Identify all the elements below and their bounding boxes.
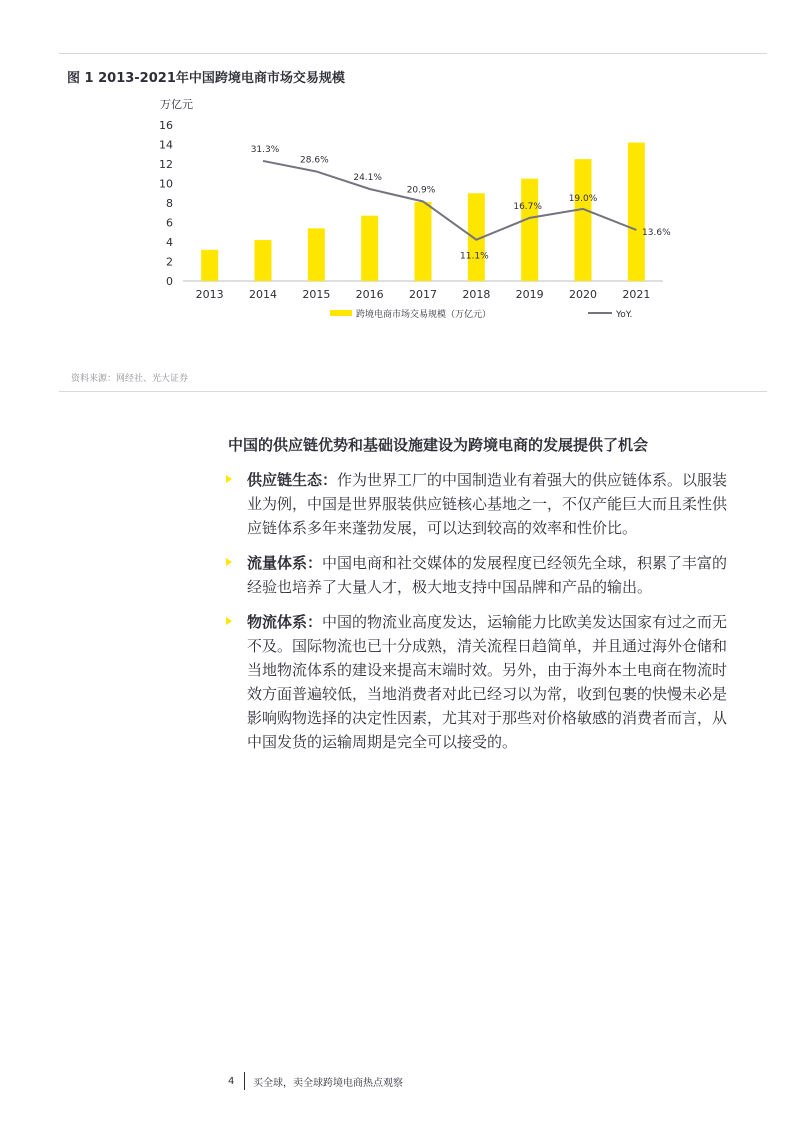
triangle-bullet-icon — [226, 558, 232, 566]
yoy-data-label: 19.0% — [568, 193, 598, 204]
x-tick-label: 2014 — [249, 288, 277, 301]
y-tick-label: 14 — [159, 138, 173, 152]
bullet-list — [226, 468, 736, 765]
yoy-data-label: 31.3% — [250, 144, 280, 155]
x-tick-label: 2018 — [462, 288, 491, 301]
bar-2014 — [255, 240, 272, 281]
bullet-paragraph — [247, 610, 736, 754]
chart-container — [0, 0, 793, 340]
bullet-heading: 供应链生态： — [247, 471, 338, 489]
page-number: 4 — [228, 1075, 235, 1087]
bullet-text: 作为世界工厂的中国制造业有着强大的供应链体系。以服装业为例，中国是世界服装供应链核心基地之一，不仅产能巨大而且柔性供应链体系多年来蓬勃发展，可以达到较高的效率和性价比。 — [247, 471, 728, 537]
y-tick-label: 16 — [159, 119, 173, 132]
figure-label: 图 1 — [67, 71, 94, 86]
bar-2015 — [308, 228, 325, 281]
y-tick-label: 4 — [166, 236, 173, 249]
yoy-data-label: 20.9% — [406, 185, 436, 196]
bullet-item-logistics — [226, 610, 736, 754]
y-axis-unit-label: 万亿元 — [160, 98, 193, 111]
section-title: 中国的供应链优势和基础设施建设为跨境电商的发展提供了机会 — [228, 436, 649, 454]
y-tick-label: 0 — [166, 275, 173, 288]
figure-title-text: 2013-2021年中国跨境电商市场交易规模 — [98, 71, 345, 86]
bar-2016 — [361, 216, 378, 281]
bullet-paragraph — [247, 468, 736, 540]
section-divider — [59, 391, 767, 392]
bullet-heading: 物流体系： — [247, 613, 323, 631]
triangle-bullet-icon — [226, 617, 232, 625]
bar-2019 — [521, 179, 538, 281]
triangle-bullet-icon — [226, 475, 232, 483]
bar-2013 — [201, 250, 218, 281]
bar-2020 — [575, 159, 592, 281]
legend-bar-swatch — [330, 310, 352, 316]
bullet-item-traffic — [226, 551, 736, 599]
x-tick-label: 2013 — [195, 288, 224, 301]
page-footer — [228, 1072, 403, 1090]
y-tick-label: 8 — [166, 197, 173, 210]
bar-2017 — [415, 202, 432, 281]
yoy-data-label: 11.1% — [460, 251, 489, 262]
yoy-data-label: 24.1% — [353, 173, 382, 184]
y-tick-label: 2 — [166, 255, 173, 269]
bullet-text: 中国电商和社交媒体的发展程度已经领先全球，积累了丰富的经验也培养了大量人才，极大地支持中国品牌和产品的输出。 — [247, 554, 728, 596]
yoy-data-label: 28.6% — [300, 155, 329, 166]
y-tick-label: 10 — [159, 177, 173, 191]
bullet-text: 中国的物流业高度发达，运输能力比欧美发达国家有过之而无不及。国际物流也已十分成熟，清关流程日趋简单，并且通过海外仓储和当地物流体系的建设来提高末端时效。另外，由于海外本土电商在物流时效方面普遍较低，当地消费者对此已经习以为常，收到包裹的快慢未必是影响购物选择的决定性因素，尤其对于那些对价格敏感的消费者而言，从中国发货的运输周期是完全可以接受的。 — [247, 613, 728, 751]
y-tick-label: 6 — [166, 216, 173, 230]
x-tick-label: 2015 — [302, 288, 331, 301]
bar-2021 — [628, 143, 645, 281]
footer-report-title: 买全球，卖全球跨境电商热点观察 — [253, 1077, 403, 1089]
legend-line-label: YoY. — [616, 310, 633, 320]
chart-svg — [0, 0, 793, 340]
yoy-data-label: 16.7% — [513, 201, 542, 212]
x-tick-label: 2021 — [622, 288, 651, 301]
source-note: 资料来源：网经社、光大证券 — [71, 374, 189, 384]
footer-separator — [244, 1072, 245, 1090]
bullet-paragraph — [247, 551, 736, 599]
yoy-data-label: 13.6% — [642, 227, 671, 238]
x-tick-label: 2019 — [515, 288, 544, 301]
bullet-item-supply-chain — [226, 468, 736, 540]
y-tick-label: 12 — [159, 158, 173, 171]
bullet-heading: 流量体系： — [247, 554, 323, 572]
legend-bar-label: 跨境电商市场交易规模（万亿元） — [356, 310, 492, 320]
x-tick-label: 2020 — [569, 288, 597, 301]
x-tick-label: 2016 — [355, 288, 384, 301]
x-tick-label: 2017 — [409, 288, 437, 301]
